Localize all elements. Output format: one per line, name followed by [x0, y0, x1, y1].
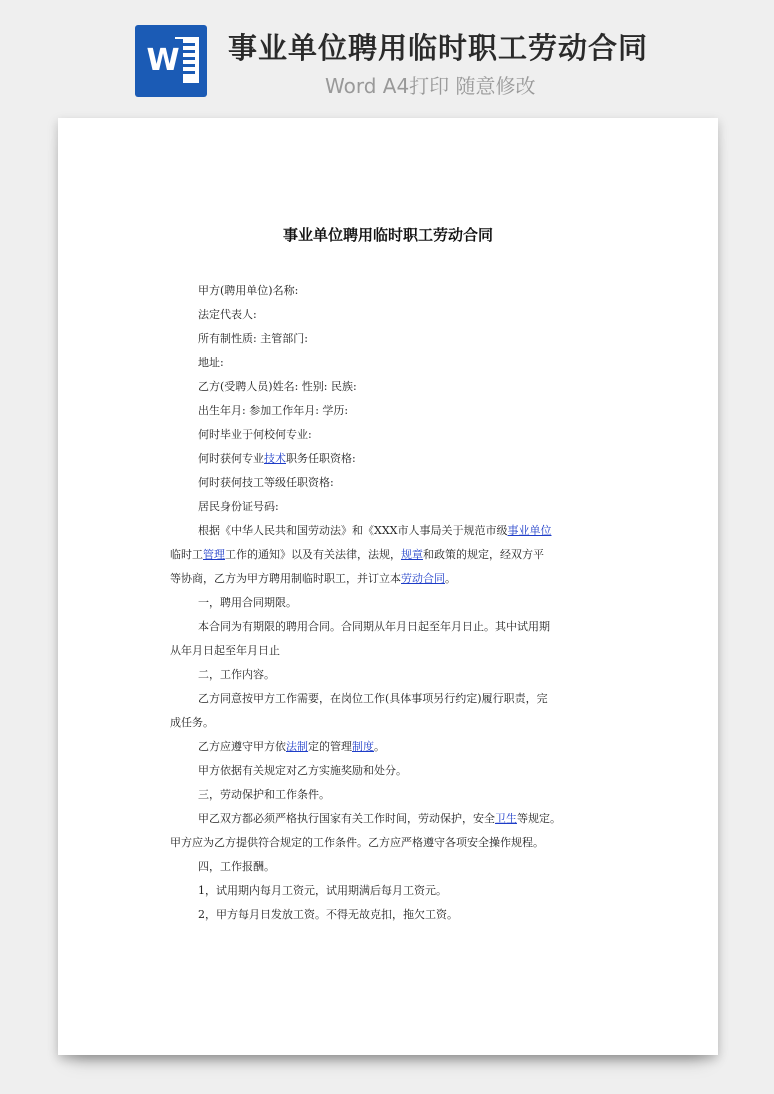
line-text: 乙方(受聘人员)姓名: 性别: 民族:: [198, 380, 357, 393]
inline-link[interactable]: 法制: [286, 740, 308, 753]
document-line: [198, 283, 298, 299]
line-text: 何时获何专业: [198, 452, 264, 465]
document-title: 事业单位聘用临时职工劳动合同: [282, 226, 493, 244]
document-line: [198, 475, 334, 491]
word-letter: W: [143, 39, 183, 83]
header-subtitle: Word A4打印 随意修改: [325, 74, 536, 98]
document-line: [198, 307, 257, 323]
line-text: 。: [445, 572, 456, 585]
line-text: 本合同为有期限的聘用合同。合同期从年月日起至年月日止。其中试用期: [198, 620, 550, 633]
line-text: 所有制性质: 主管部门:: [198, 332, 308, 345]
line-text: 何时获何技工等级任职资格:: [198, 476, 334, 489]
line-text: 职务任职资格:: [286, 452, 356, 465]
document-line: [198, 907, 458, 923]
line-text: 等规定。: [517, 812, 561, 825]
header-banner: [0, 0, 774, 118]
line-text: 居民身份证号码:: [198, 500, 279, 513]
document-line: [170, 547, 544, 563]
document-line: [198, 523, 552, 539]
document-line: [198, 739, 385, 755]
line-text: 从年月日起至年月日止: [170, 644, 280, 657]
line-text: 二，工作内容。: [198, 668, 275, 681]
document-line: [170, 715, 214, 731]
inline-link[interactable]: 技术: [264, 452, 286, 465]
line-text: 三，劳动保护和工作条件。: [198, 788, 330, 801]
line-text: 等协商，乙方为甲方聘用制临时职工，并订立本: [170, 572, 401, 585]
document-line: [198, 451, 356, 467]
document-line: [198, 763, 407, 779]
inline-link[interactable]: 事业单位: [507, 524, 552, 537]
line-text: 乙方应遵守甲方依: [198, 740, 286, 753]
line-text: 甲方应为乙方提供符合规定的工作条件。乙方应严格遵守各项安全操作规程。: [170, 836, 544, 849]
line-text: 成任务。: [170, 716, 214, 729]
document-line: [198, 859, 275, 875]
line-text: 四，工作报酬。: [198, 860, 275, 873]
document-line: [198, 619, 550, 635]
line-text: 地址:: [198, 356, 224, 369]
inline-link[interactable]: 规章: [401, 548, 423, 561]
document-line: [198, 427, 312, 443]
document-line: [198, 691, 548, 707]
line-text: 一，聘用合同期限。: [198, 596, 297, 609]
line-text: 临时工: [170, 548, 203, 561]
line-text: 甲乙双方都必须严格执行国家有关工作时间，劳动保护，安全: [198, 812, 495, 825]
line-text: 和政策的规定，经双方平: [423, 548, 544, 561]
line-text: 甲方(聘用单位)名称:: [198, 284, 299, 297]
document-line: [198, 787, 330, 803]
header-title: 事业单位聘用临时职工劳动合同: [228, 31, 649, 65]
document-line: [198, 355, 224, 371]
document-line: [198, 595, 297, 611]
document-line: [170, 835, 544, 851]
inline-link[interactable]: 制度: [352, 740, 374, 753]
line-text: 甲方依据有关规定对乙方实施奖励和处分。: [198, 764, 407, 777]
document-line: [198, 883, 447, 899]
line-text: 。: [374, 740, 385, 753]
inline-link[interactable]: 管理: [203, 548, 225, 561]
line-text: 何时毕业于何校何专业:: [198, 428, 312, 441]
line-text: 定的管理: [308, 740, 352, 753]
document-line: [170, 643, 280, 659]
line-text: 1，试用期内每月工资元，试用期满后每月工资元。: [198, 884, 447, 897]
document-line: [198, 811, 561, 827]
document-line: [198, 331, 308, 347]
document-line: [198, 499, 279, 515]
document-line: [198, 403, 348, 419]
line-text: 出生年月: 参加工作年月: 学历:: [198, 404, 349, 417]
watermark: [89, 454, 133, 499]
inline-link[interactable]: 卫生: [495, 812, 517, 825]
inline-link[interactable]: 劳动合同: [401, 572, 445, 585]
document-line: [198, 667, 275, 683]
line-text: 乙方同意按甲方工作需要，在岗位工作(具体事项另行约定)履行职责，完: [198, 692, 548, 705]
document-page: [58, 118, 718, 1055]
word-icon: [135, 25, 207, 97]
document-line: [198, 379, 357, 395]
document-line: [170, 571, 456, 587]
line-text: 工作的通知》以及有关法律，法规，: [225, 548, 401, 561]
line-text: 根据《中华人民共和国劳动法》和《XXX市人事局关于规范市级: [198, 524, 508, 537]
line-text: 2，甲方每月日发放工资。不得无故克扣，拖欠工资。: [198, 908, 458, 921]
line-text: 法定代表人:: [198, 308, 257, 321]
